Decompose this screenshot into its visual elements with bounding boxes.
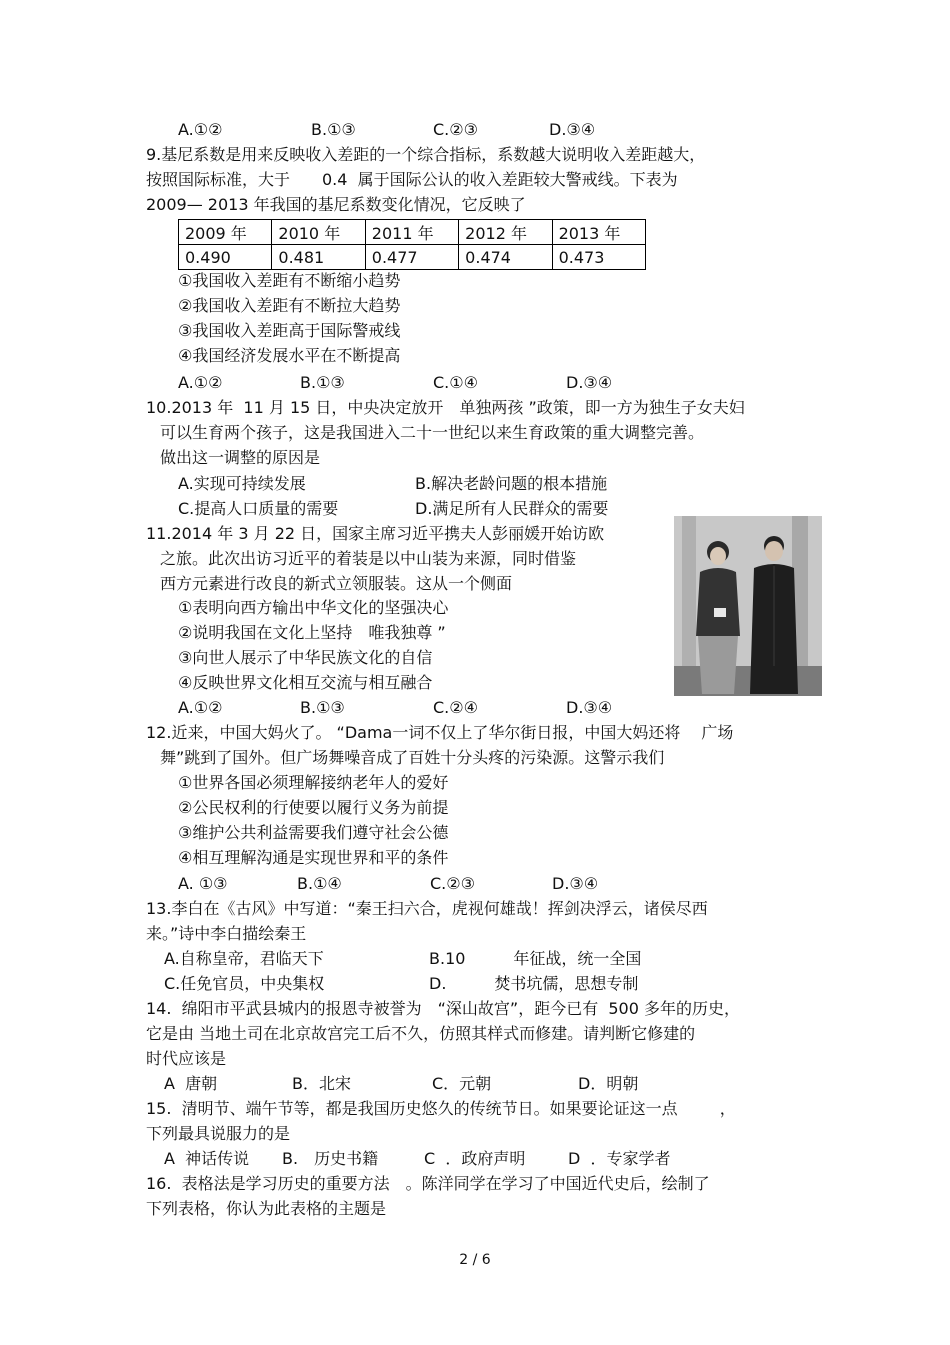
gini-table-value-row — [179, 245, 646, 270]
q12-option-b: B.①④ — [297, 874, 342, 893]
q10-stem-line: 做出这一调整的原因是 — [160, 448, 321, 467]
q13-stem-line: 13.李白在《古风》中写道：“秦王扫六合，虎视何雄哉！挥剑决浮云，诸侯尽西 — [146, 899, 708, 918]
gini-year-cell: 2009 年 — [179, 220, 272, 245]
q9-item: ①我国收入差距有不断缩小趋势 — [178, 271, 401, 290]
q12-option-c: C.②③ — [430, 874, 475, 893]
q8-option-d: D.③④ — [549, 120, 596, 139]
q12-option-a: A. ①③ — [178, 874, 228, 893]
q11-item: ③向世人展示了中华民族文化的自信 — [178, 648, 433, 667]
q14-stem-line: 时代应该是 — [146, 1049, 227, 1068]
q13-option-c: C.任免官员，中央集权 — [164, 974, 325, 993]
q11-stem-line: 之旅。此次出访习近平的着装是以中山装为来源，同时借鉴 — [160, 549, 577, 568]
gini-value-cell: 0.473 — [552, 245, 645, 270]
q10-stem-line: 10.2013 年 11 月 15 日，中央决定放开 单独两孩 ”政策，即一方为独生子女夫妇 — [146, 398, 745, 417]
q14-option-d: D．明朝 — [578, 1074, 639, 1093]
q11-option-b: B.①③ — [300, 698, 345, 717]
q9-option-b: B.①③ — [300, 373, 345, 392]
q13-option-a: A.自称皇帝，君临天下 — [164, 949, 324, 968]
q15-option-a: A 神话传说 — [164, 1149, 250, 1168]
q11-item: ②说明我国在文化上坚持 唯我独尊 ” — [178, 623, 446, 642]
gini-value-cell: 0.481 — [272, 245, 365, 270]
q8-option-b: B.①③ — [311, 120, 356, 139]
gini-table — [178, 219, 646, 270]
gini-year-cell: 2011 年 — [365, 220, 458, 245]
q12-stem-line: 舞”跳到了国外。但广场舞噪音成了百姓十分头疼的污染源。这警示我们 — [160, 748, 665, 767]
q9-option-d: D.③④ — [566, 373, 613, 392]
q10-option-b: B.解决老龄问题的根本措施 — [415, 474, 608, 493]
gini-year-cell: 2012 年 — [459, 220, 552, 245]
q12-item: ②公民权利的行使要以履行义务为前提 — [178, 798, 449, 817]
q11-stem-line: 西方元素进行改良的新式立领服装。这从一个侧面 — [160, 574, 513, 593]
gini-value-cell: 0.474 — [459, 245, 552, 270]
q10-option-d: D.满足所有人民群众的需要 — [415, 499, 609, 518]
photo-illustration — [674, 516, 822, 696]
q11-option-c: C.②④ — [433, 698, 478, 717]
q15-stem-line: 下列最具说服力的是 — [146, 1124, 291, 1143]
q13-option-d: D. 焚书坑儒，思想专制 — [429, 974, 639, 993]
q9-item: ②我国收入差距有不断拉大趋势 — [178, 296, 401, 315]
q16-stem-line: 16. 表格法是学习历史的重要方法 。陈洋同学在学习了中国近代史后，绘制了 — [146, 1174, 710, 1193]
q11-option-d: D.③④ — [566, 698, 613, 717]
gini-year-cell: 2013 年 — [552, 220, 645, 245]
q9-stem-line: 2009— 2013 年我国的基尼系数变化情况，它反映了 — [146, 195, 526, 214]
q13-option-b: B.10 年征战，统一全国 — [429, 949, 642, 968]
q11-stem-line: 11.2014 年 3 月 22 日，国家主席习近平携夫人彭丽媛开始访欧 — [146, 524, 605, 543]
q11-item: ①表明向西方输出中华文化的坚强决心 — [178, 598, 449, 617]
q16-stem-line: 下列表格，你认为此表格的主题是 — [146, 1199, 387, 1218]
q14-option-a: A 唐朝 — [164, 1074, 218, 1093]
q12-item: ④相互理解沟通是实现世界和平的条件 — [178, 848, 449, 867]
q9-item: ④我国经济发展水平在不断提高 — [178, 346, 401, 365]
q10-option-c: C.提高人口质量的需要 — [178, 499, 339, 518]
page-number: 2 / 6 — [459, 1252, 491, 1268]
q15-option-c: C ．政府声明 — [424, 1149, 526, 1168]
q13-stem-line: 来。”诗中李白描绘秦王 — [146, 924, 307, 943]
q9-item: ③我国收入差距高于国际警戒线 — [178, 321, 401, 340]
q10-option-a: A.实现可持续发展 — [178, 474, 306, 493]
q12-stem-line: 12.近来，中国大妈火了。 “Dama一词不仅上了华尔街日报，中国大妈还将 广场 — [146, 723, 734, 742]
q12-option-d: D.③④ — [552, 874, 599, 893]
q9-stem-line: 按照国际标准，大于 0.4 属于国际公认的收入差距较大警戒线。下表为 — [146, 170, 678, 189]
q12-item: ③维护公共利益需要我们遵守社会公德 — [178, 823, 449, 842]
q14-stem-line: 它是由 当地土司在北京故宫完工后不久，仿照其样式而修建。请判断它修建的 — [146, 1024, 696, 1043]
q15-stem-line: 15. 清明节、端午节等，都是我国历史悠久的传统节日。如果要论证这一点 ， — [146, 1099, 736, 1118]
president-couple-photo — [674, 516, 822, 696]
q14-option-c: C．元朝 — [432, 1074, 492, 1093]
gini-value-cell: 0.490 — [179, 245, 272, 270]
q8-option-c: C.②③ — [433, 120, 478, 139]
q11-option-a: A.①② — [178, 698, 223, 717]
q14-stem-line: 14. 绵阳市平武县城内的报恩寺被誉为 “深山故宫”，距今已有 500 多年的历史， — [146, 999, 740, 1018]
q15-option-d: D ．专家学者 — [568, 1149, 671, 1168]
q9-option-c: C.①④ — [433, 373, 478, 392]
q8-option-a: A.①② — [178, 120, 223, 139]
q12-item: ①世界各国必须理解接纳老年人的爱好 — [178, 773, 449, 792]
q15-option-b: B. 历史书籍 — [282, 1149, 379, 1168]
q14-option-b: B．北宋 — [292, 1074, 351, 1093]
gini-table-year-row — [179, 220, 646, 245]
q11-item: ④反映世界文化相互交流与相互融合 — [178, 673, 433, 692]
q10-stem-line: 可以生育两个孩子，这是我国进入二十一世纪以来生育政策的重大调整完善。 — [160, 423, 705, 442]
q9-option-a: A.①② — [178, 373, 223, 392]
gini-value-cell: 0.477 — [365, 245, 458, 270]
gini-year-cell: 2010 年 — [272, 220, 365, 245]
q9-stem-line: 9.基尼系数是用来反映收入差距的一个综合指标，系数越大说明收入差距越大， — [146, 145, 706, 164]
